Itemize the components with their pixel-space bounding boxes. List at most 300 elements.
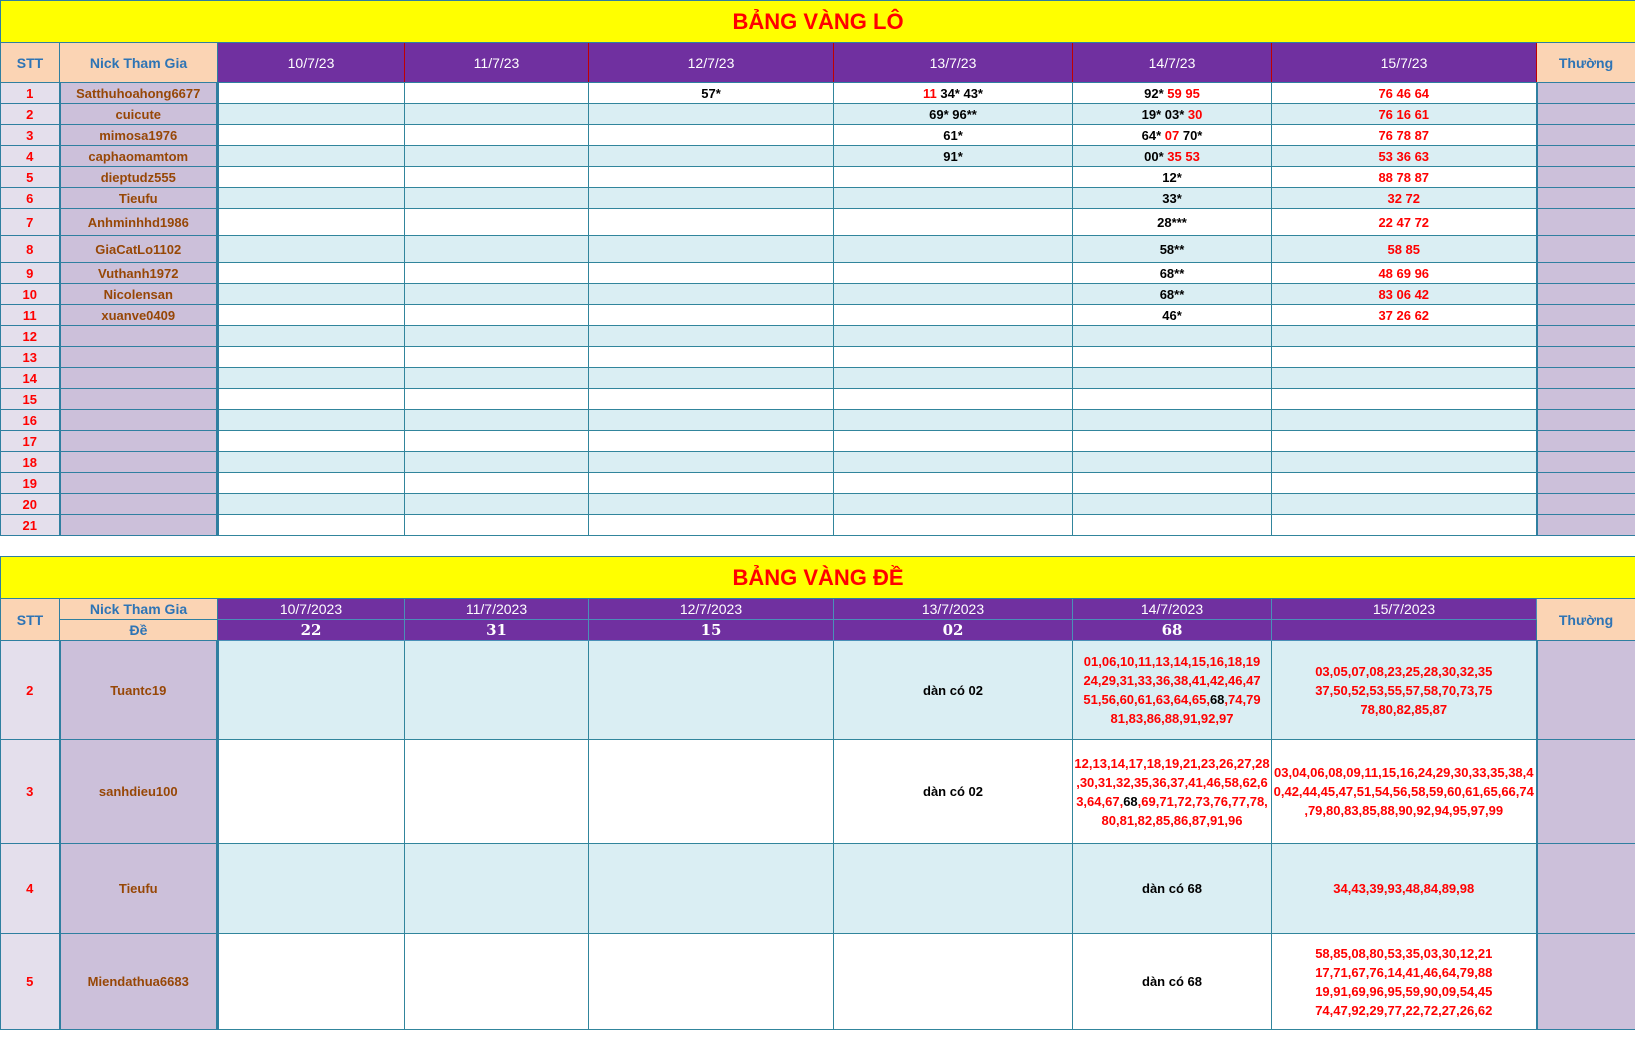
table-cell[interactable] — [405, 188, 589, 209]
table-cell[interactable] — [589, 494, 834, 515]
cell-text: 64* — [1141, 127, 1162, 143]
row-nick: Satthuhoahong6677 — [60, 83, 218, 104]
cell-line — [1272, 782, 1536, 801]
cell-line — [1073, 652, 1271, 671]
table-cell[interactable] — [1272, 410, 1537, 431]
table-cell[interactable] — [218, 167, 405, 188]
table-cell[interactable] — [589, 104, 834, 125]
cell-line — [1073, 879, 1271, 898]
table-cell[interactable] — [218, 125, 405, 146]
row-stt: 12 — [1, 326, 60, 347]
cell-text: 28*** — [1157, 214, 1187, 230]
row-stt: 15 — [1, 389, 60, 410]
row-nick: GiaCatLo1102 — [60, 236, 218, 263]
table-cell[interactable] — [834, 494, 1073, 515]
row-thuong — [1537, 326, 1635, 347]
cell-text: 59 95 — [1163, 85, 1200, 101]
table-cell[interactable] — [1272, 368, 1537, 389]
table-cell[interactable] — [405, 209, 589, 236]
table-cell[interactable] — [218, 389, 405, 410]
table-cell[interactable] — [405, 844, 589, 934]
table-cell[interactable] — [1272, 167, 1537, 188]
table-cell[interactable] — [1073, 641, 1272, 740]
de-header-de: Đề — [60, 620, 218, 641]
table-cell[interactable] — [589, 209, 834, 236]
table-cell[interactable] — [218, 740, 405, 844]
table-cell[interactable] — [1272, 641, 1537, 740]
cell-text: dàn có 68 — [1142, 881, 1202, 896]
row-stt: 6 — [1, 188, 60, 209]
table-row — [1, 515, 1635, 536]
table-cell[interactable] — [1272, 740, 1537, 844]
cell-line — [1073, 773, 1271, 792]
table-cell[interactable] — [1073, 284, 1272, 305]
table-cell[interactable] — [405, 326, 589, 347]
row-thuong — [1537, 641, 1635, 740]
row-nick — [60, 452, 218, 473]
table-cell[interactable] — [589, 263, 834, 284]
cell-line — [1272, 662, 1536, 681]
row-thuong — [1537, 125, 1635, 146]
table-cell[interactable] — [405, 452, 589, 473]
cell-text: dàn có 02 — [923, 682, 983, 698]
table-row — [1, 389, 1635, 410]
table-cell[interactable] — [834, 934, 1073, 1030]
table-cell[interactable] — [218, 236, 405, 263]
row-thuong — [1537, 236, 1635, 263]
cell-text: 91* — [943, 148, 963, 164]
table-cell[interactable] — [834, 188, 1073, 209]
table-cell[interactable] — [1272, 452, 1537, 473]
table-row — [1, 209, 1635, 236]
table-cell[interactable] — [218, 934, 405, 1030]
table-cell[interactable] — [1073, 431, 1272, 452]
cell-text: 37,50,52,53,55,57,58,70,73,75 — [1315, 682, 1493, 698]
row-stt: 17 — [1, 431, 60, 452]
table-row — [1, 494, 1635, 515]
table-cell[interactable] — [1272, 515, 1537, 536]
cell-text: 22 47 72 — [1378, 214, 1430, 230]
table-row — [1, 431, 1635, 452]
table-cell[interactable] — [834, 431, 1073, 452]
de-header-nick: Nick Tham Gia — [60, 599, 218, 620]
table-cell[interactable] — [1272, 389, 1537, 410]
row-thuong — [1537, 284, 1635, 305]
table-row — [1, 452, 1635, 473]
row-thuong — [1537, 740, 1635, 844]
row-stt: 2 — [1, 104, 60, 125]
table-cell[interactable] — [1073, 452, 1272, 473]
row-nick: mimosa1976 — [60, 125, 218, 146]
de-header-date: 10/7/2023 — [218, 599, 405, 620]
table-cell[interactable] — [218, 368, 405, 389]
cell-line — [1272, 1001, 1536, 1020]
de-header-stt: STT — [1, 599, 60, 641]
table-row — [1, 844, 1635, 934]
table-cell[interactable] — [834, 104, 1073, 125]
cell-text: 68** — [1159, 286, 1185, 302]
table-cell[interactable] — [1272, 844, 1537, 934]
row-nick — [60, 515, 218, 536]
table-cell[interactable] — [589, 305, 834, 326]
table-cell[interactable] — [1073, 368, 1272, 389]
table-cell[interactable] — [589, 641, 834, 740]
table-cell[interactable] — [589, 83, 834, 104]
table-row — [1, 125, 1635, 146]
table-row — [1, 236, 1635, 263]
cell-text: 01,06,10,11,13,14,15,16,18,19 — [1083, 654, 1261, 669]
lo-header-thuong: Thường — [1537, 43, 1635, 83]
table-row — [1, 284, 1635, 305]
cell-line — [1073, 671, 1271, 690]
cell-line — [1272, 801, 1536, 820]
table-cell[interactable] — [834, 473, 1073, 494]
table-row — [1, 263, 1635, 284]
de-result: 15 — [589, 620, 834, 641]
table-cell[interactable] — [218, 844, 405, 934]
table-cell[interactable] — [405, 263, 589, 284]
row-nick: cuicute — [60, 104, 218, 125]
table-cell[interactable] — [589, 934, 834, 1030]
table-row — [1, 104, 1635, 125]
cell-text: 19* 03* — [1141, 106, 1185, 122]
table-cell[interactable] — [405, 236, 589, 263]
lo-header-nick: Nick Tham Gia — [60, 43, 218, 83]
lo-body — [1, 83, 1635, 536]
table-cell[interactable] — [1272, 934, 1537, 1030]
table-cell[interactable] — [1272, 83, 1537, 104]
table-cell[interactable] — [1073, 125, 1272, 146]
row-thuong — [1537, 452, 1635, 473]
table-cell[interactable] — [589, 188, 834, 209]
table-cell[interactable] — [405, 305, 589, 326]
table-cell[interactable] — [834, 326, 1073, 347]
table-cell[interactable] — [834, 515, 1073, 536]
table-cell[interactable] — [1073, 236, 1272, 263]
table-cell[interactable] — [405, 347, 589, 368]
table-cell[interactable] — [834, 83, 1073, 104]
table-cell[interactable] — [589, 473, 834, 494]
row-nick — [60, 389, 218, 410]
row-thuong — [1537, 934, 1635, 1030]
table-cell[interactable] — [834, 368, 1073, 389]
row-thuong — [1537, 431, 1635, 452]
table-cell[interactable] — [218, 209, 405, 236]
table-cell[interactable] — [589, 740, 834, 844]
table-cell[interactable] — [1272, 263, 1537, 284]
table-cell[interactable] — [589, 236, 834, 263]
table-cell[interactable] — [834, 347, 1073, 368]
table-cell[interactable] — [589, 146, 834, 167]
table-row — [1, 740, 1635, 844]
row-thuong — [1537, 83, 1635, 104]
table-cell[interactable] — [1272, 473, 1537, 494]
table-cell[interactable] — [589, 347, 834, 368]
table-cell[interactable] — [405, 83, 589, 104]
table-cell[interactable] — [589, 452, 834, 473]
table-cell[interactable] — [218, 431, 405, 452]
table-cell[interactable] — [834, 641, 1073, 740]
table-cell[interactable] — [405, 104, 589, 125]
row-thuong — [1537, 146, 1635, 167]
table-cell[interactable] — [1073, 326, 1272, 347]
table-cell[interactable] — [834, 167, 1073, 188]
row-thuong — [1537, 347, 1635, 368]
row-nick — [60, 494, 218, 515]
table-cell[interactable] — [1272, 305, 1537, 326]
table-cell[interactable] — [589, 844, 834, 934]
table-cell[interactable] — [218, 641, 405, 740]
table-cell[interactable] — [218, 305, 405, 326]
table-cell[interactable] — [218, 146, 405, 167]
table-cell[interactable] — [589, 167, 834, 188]
table-cell[interactable] — [589, 410, 834, 431]
table-cell[interactable] — [1272, 188, 1537, 209]
row-stt: 16 — [1, 410, 60, 431]
row-thuong — [1537, 473, 1635, 494]
table-cell[interactable] — [1073, 188, 1272, 209]
de-header-thuong: Thường — [1537, 599, 1635, 641]
row-nick: dieptudz555 — [60, 167, 218, 188]
table-cell[interactable] — [405, 431, 589, 452]
row-nick: Tuantc19 — [60, 641, 218, 740]
table-cell[interactable] — [1073, 104, 1272, 125]
cell-text: 12,13,14,17,18,19,21,23,26,27,28 — [1074, 755, 1270, 771]
de-header-date: 12/7/2023 — [589, 599, 834, 620]
table-cell[interactable] — [218, 515, 405, 536]
cell-text: 11 — [922, 85, 937, 101]
cell-text: 35 53 — [1163, 148, 1200, 164]
cell-text: 37 26 62 — [1378, 307, 1430, 323]
cell-text: 0,42,44,45,47,51,54,56,58,59,60,61,65,66,74 — [1273, 784, 1534, 799]
table-cell[interactable] — [1073, 515, 1272, 536]
cell-line — [1272, 982, 1536, 1001]
lo-header-date: 11/7/23 — [405, 43, 589, 83]
table-cell[interactable] — [834, 236, 1073, 263]
cell-line — [1272, 700, 1536, 719]
table-cell[interactable] — [1272, 236, 1537, 263]
cell-text: 32 72 — [1387, 190, 1421, 206]
table-cell[interactable] — [589, 389, 834, 410]
table-cell[interactable] — [834, 209, 1073, 236]
table-cell[interactable] — [589, 125, 834, 146]
table-cell[interactable] — [405, 167, 589, 188]
row-stt: 20 — [1, 494, 60, 515]
row-stt: 1 — [1, 83, 60, 104]
row-stt: 19 — [1, 473, 60, 494]
row-thuong — [1537, 515, 1635, 536]
row-stt: 11 — [1, 305, 60, 326]
cell-text: 24,29,31,33,36,38,41,42,46,47 — [1083, 673, 1261, 688]
table-cell[interactable] — [1073, 410, 1272, 431]
table-cell[interactable] — [1272, 431, 1537, 452]
row-stt: 9 — [1, 263, 60, 284]
cell-text: 58** — [1159, 241, 1185, 257]
table-cell[interactable] — [1272, 146, 1537, 167]
table-cell[interactable] — [589, 515, 834, 536]
cell-text: 51,56,60,61,63,64,65, — [1083, 692, 1210, 707]
table-cell[interactable] — [834, 263, 1073, 284]
row-stt: 3 — [1, 740, 60, 844]
row-stt: 21 — [1, 515, 60, 536]
cell-text: dàn có 68 — [1142, 974, 1202, 989]
table-cell[interactable] — [218, 452, 405, 473]
row-stt: 13 — [1, 347, 60, 368]
de-title: BẢNG VÀNG ĐỀ — [1, 557, 1635, 599]
table-cell[interactable] — [1272, 209, 1537, 236]
cell-text: 07 — [1161, 127, 1180, 143]
table-cell[interactable] — [1272, 125, 1537, 146]
table-cell[interactable] — [405, 284, 589, 305]
cell-text: 61* — [943, 127, 963, 143]
row-nick: caphaomamtom — [60, 146, 218, 167]
table-cell[interactable] — [218, 494, 405, 515]
row-nick: Vuthanh1972 — [60, 263, 218, 284]
table-cell[interactable] — [589, 326, 834, 347]
table-cell[interactable] — [1073, 347, 1272, 368]
table-cell[interactable] — [1272, 347, 1537, 368]
cell-line — [1073, 690, 1271, 709]
row-thuong — [1537, 188, 1635, 209]
lo-header-date: 15/7/23 — [1272, 43, 1537, 83]
cell-text: 78,80,82,85,87 — [1360, 701, 1448, 717]
table-cell[interactable] — [1073, 844, 1272, 934]
table-cell[interactable] — [405, 740, 589, 844]
cell-text: 58,85,08,80,53,35,03,30,12,21 — [1315, 945, 1493, 961]
table-cell[interactable] — [834, 740, 1073, 844]
lo-title: BẢNG VÀNG LÔ — [1, 1, 1635, 43]
table-cell[interactable] — [218, 326, 405, 347]
row-thuong — [1537, 368, 1635, 389]
de-result: 22 — [218, 620, 405, 641]
table-cell[interactable] — [834, 410, 1073, 431]
cell-line — [1272, 879, 1536, 898]
cell-text: 33* — [1162, 190, 1182, 206]
cell-text: 34,43,39,93,48,84,89,98 — [1333, 881, 1475, 896]
row-stt: 8 — [1, 236, 60, 263]
table-cell[interactable] — [1272, 104, 1537, 125]
table-cell[interactable] — [1073, 740, 1272, 844]
table-cell[interactable] — [834, 844, 1073, 934]
table-cell[interactable] — [1073, 473, 1272, 494]
table-cell[interactable] — [1073, 167, 1272, 188]
table-cell[interactable] — [218, 284, 405, 305]
table-cell[interactable] — [218, 410, 405, 431]
table-cell[interactable] — [218, 83, 405, 104]
table-cell[interactable] — [1272, 284, 1537, 305]
table-cell[interactable] — [1073, 389, 1272, 410]
table-cell[interactable] — [218, 263, 405, 284]
cell-text: 03,05,07,08,23,25,28,30,32,35 — [1315, 663, 1493, 679]
de-result: 68 — [1073, 620, 1272, 641]
table-cell[interactable] — [834, 305, 1073, 326]
table-cell[interactable] — [1073, 934, 1272, 1030]
table-cell[interactable] — [834, 452, 1073, 473]
table-cell[interactable] — [405, 494, 589, 515]
cell-text: 57* — [701, 85, 721, 101]
table-row — [1, 305, 1635, 326]
table-cell[interactable] — [1073, 494, 1272, 515]
cell-text: 34* 43* — [936, 85, 983, 101]
table-row — [1, 934, 1635, 1030]
table-row — [1, 146, 1635, 167]
cell-text: 68 — [1209, 692, 1225, 707]
cell-text: 53 36 63 — [1378, 148, 1430, 164]
row-thuong — [1537, 104, 1635, 125]
cell-text: 48 69 96 — [1378, 265, 1430, 281]
cell-text: 00* — [1144, 148, 1164, 164]
table-row — [1, 473, 1635, 494]
table-cell[interactable] — [834, 125, 1073, 146]
table-cell[interactable] — [405, 125, 589, 146]
table-cell[interactable] — [1073, 305, 1272, 326]
row-stt: 10 — [1, 284, 60, 305]
cell-text: 80,81,82,85,86,87,91,96 — [1101, 812, 1243, 828]
cell-text: 30 — [1184, 106, 1203, 122]
table-cell[interactable] — [1073, 263, 1272, 284]
cell-text: ,69,71,72,73,76,77,78, — [1137, 793, 1268, 809]
table-cell[interactable] — [218, 473, 405, 494]
de-table — [0, 556, 1635, 1030]
table-cell[interactable] — [218, 188, 405, 209]
lo-header-row — [1, 43, 1635, 83]
cell-text: 92* — [1144, 85, 1164, 101]
cell-line — [1073, 754, 1271, 773]
table-cell[interactable] — [589, 368, 834, 389]
row-thuong — [1537, 263, 1635, 284]
table-cell[interactable] — [1073, 209, 1272, 236]
table-cell[interactable] — [405, 389, 589, 410]
row-nick — [60, 431, 218, 452]
table-row — [1, 347, 1635, 368]
table-cell[interactable] — [834, 284, 1073, 305]
row-nick — [60, 410, 218, 431]
table-cell[interactable] — [405, 368, 589, 389]
table-cell[interactable] — [1073, 83, 1272, 104]
row-nick — [60, 473, 218, 494]
table-cell[interactable] — [589, 431, 834, 452]
table-cell[interactable] — [218, 347, 405, 368]
cell-text: 3,64,67, — [1076, 793, 1124, 809]
table-cell[interactable] — [405, 641, 589, 740]
table-cell[interactable] — [218, 104, 405, 125]
de-result: 02 — [834, 620, 1073, 641]
table-cell[interactable] — [1272, 494, 1537, 515]
cell-text: 70* — [1179, 127, 1203, 143]
table-cell[interactable] — [405, 515, 589, 536]
de-result — [1272, 620, 1537, 641]
table-cell[interactable] — [1272, 326, 1537, 347]
table-cell[interactable] — [589, 284, 834, 305]
table-row — [1, 167, 1635, 188]
row-stt: 7 — [1, 209, 60, 236]
cell-line — [1073, 792, 1271, 811]
table-cell[interactable] — [834, 389, 1073, 410]
lo-header-date: 10/7/23 — [218, 43, 405, 83]
row-nick — [60, 368, 218, 389]
cell-text: 69* 96** — [929, 106, 977, 122]
cell-text: 12* — [1162, 169, 1182, 185]
table-cell[interactable] — [405, 146, 589, 167]
table-cell[interactable] — [405, 410, 589, 431]
cell-text: 03,04,06,08,09,11,15,16,24,29,30,33,35,38,4 — [1273, 765, 1534, 780]
table-cell[interactable] — [1073, 146, 1272, 167]
cell-text: ,74,79 — [1224, 692, 1261, 707]
cell-text: 76 78 87 — [1378, 127, 1430, 143]
table-cell[interactable] — [405, 934, 589, 1030]
table-cell[interactable] — [834, 146, 1073, 167]
table-cell[interactable] — [405, 473, 589, 494]
